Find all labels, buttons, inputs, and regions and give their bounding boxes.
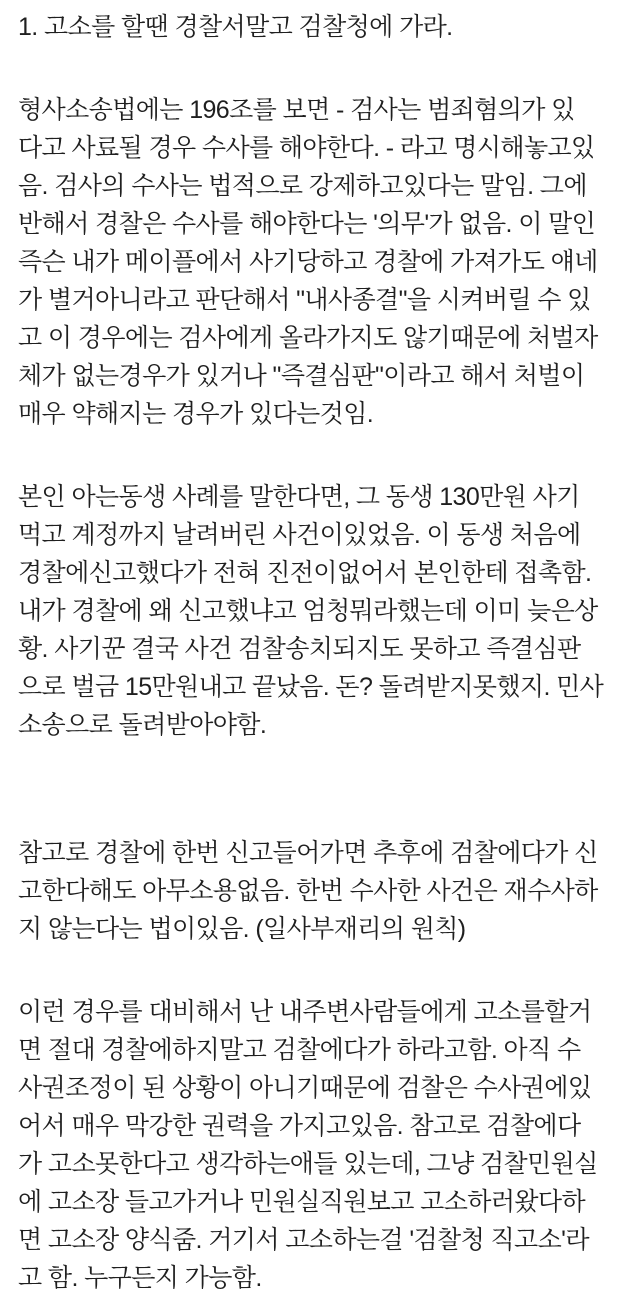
paragraph: 참고로 경찰에 한번 신고들어가면 추후에 검찰에다가 신 고한다해도 아무소용없음. 한번 수사한 사건은 재수사하 지 않는다는 법이있음. (일사부재리의 원칙) [18, 839, 598, 943]
paragraph: 본인 아는동생 사례를 말한다면, 그 동생 130만원 사기 먹고 계정까지 날려버린 사건이있었음. 이 동생 처음에 경찰에신고했다가 전혀 진전이없어서 본인한테 접촉함. 내가 경찰에 왜 신고했냐고 엄청뭐라했는데 이미 늦은상 황. 사기꾼 결국 사건 검찰송치되지도 못하고 즉결심판 으로 벌금 15만원내고 끝났음. 돈? 돌려받지못했지. 민사 소송으로 돌려받아야함. [18, 483, 604, 739]
paragraph: 형사소송법에는 196조를 보면 - 검사는 범죄혐의가 있 다고 사료될 경우 수사를 해야한다. - 라고 명시해놓고있 음. 검사의 수사는 법적으로 강제하고있다는 말임. 그에 반해서 경찰은 수사를 해야한다는 '의무'가 없음. 이 말인 즉슨 내가 메이플에서 사기당하고 경찰에 가져가도 얘네 가 별거아니라고 판단해서 "내사종결"을 시켜버릴 수 있 고 이 경우에는 검사에게 올라가지도 않기때문에 처벌자 체가 없는경우가 있거나 "즉결심판"이라고 해서 처벌이 매우 약해지는 경우가 있다는것임. [18, 96, 598, 428]
paragraph: 1. 고소를 할땐 경찰서말고 검찰청에 가라. [18, 13, 453, 41]
paragraph: 이런 경우를 대비해서 난 내주변사람들에게 고소를할거 면 절대 경찰에하지말고 검찰에다가 하라고함. 아직 수 사권조정이 된 상황이 아니기때문에 검찰은 수사권에있 어서 매우 막강한 권력을 가지고있음. 참고로 검찰에다 가 고소못한다고 생각하는애들 있는데, 그냥 검찰민원실 에 고소장 들고가거나 민원실직원보고 고소하러왔다하 면 고소장 양식줌. 거기서 고소하는걸 '검찰청 직고소'라 고 함. 누구든지 가능함. [18, 998, 598, 1292]
